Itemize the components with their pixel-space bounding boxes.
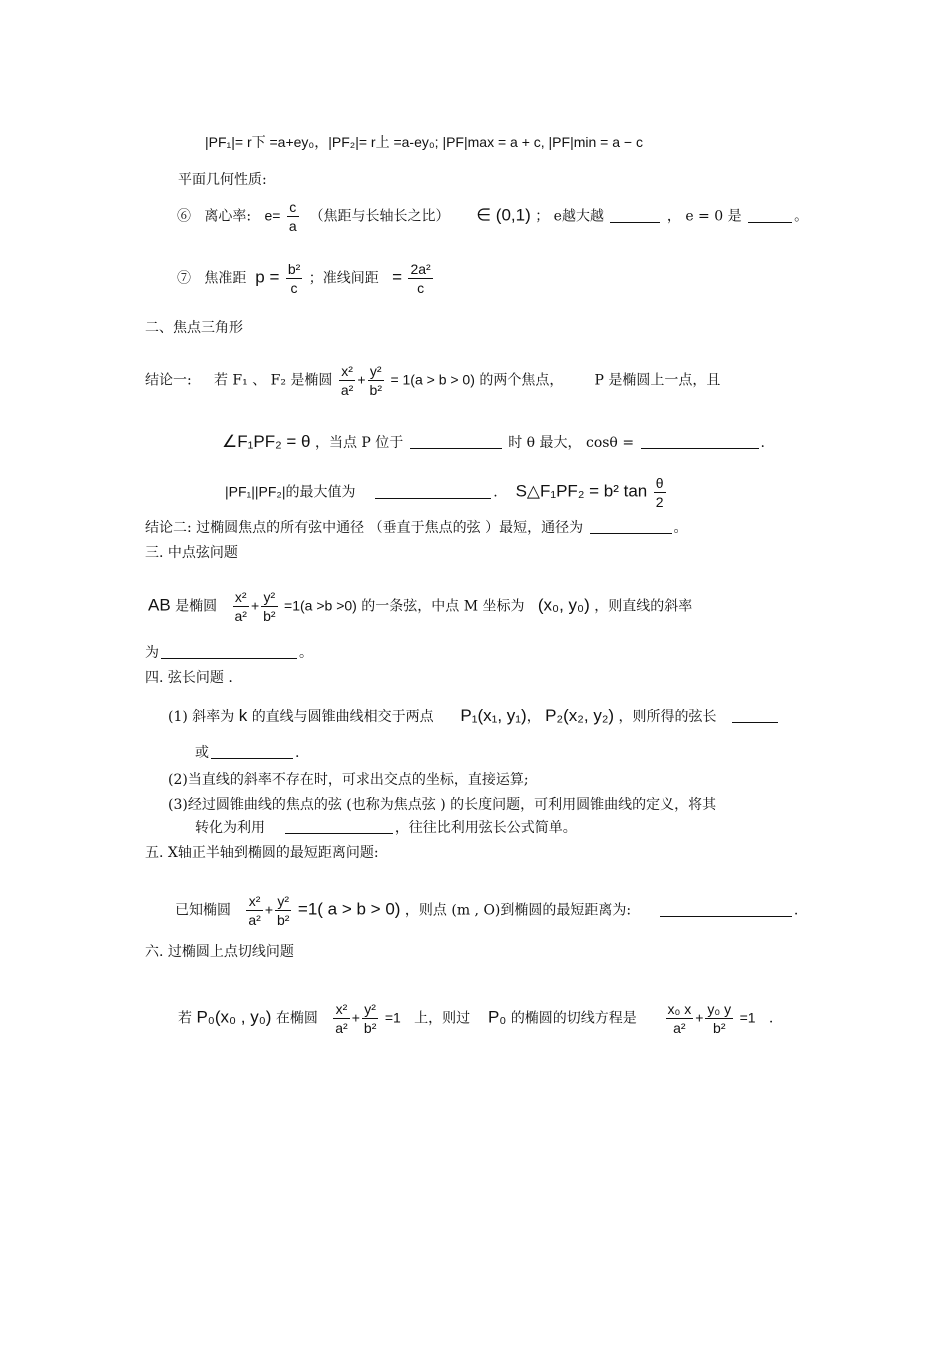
product-text: |PF₁||PF₂|的最大值为: [225, 483, 356, 500]
2a2-over-c-fraction: [408, 260, 432, 297]
chord1-text3: ，则所得的弦长: [618, 709, 717, 725]
blank-line: [285, 819, 393, 834]
midpoint-cont-end: 。: [299, 645, 313, 661]
plus-sign: +: [264, 901, 273, 918]
tangent-text2: 在椭圆: [275, 1010, 318, 1027]
frac-num: y²: [362, 1000, 378, 1019]
chord-length-3-line: (3)经过圆锥曲线的焦点的弦 (也称为焦点弦 ) 的长度问题，可利用圆锥曲线的定义，将其: [168, 797, 717, 813]
frac-num: x²: [233, 588, 249, 607]
comma: ，: [526, 709, 541, 725]
chord-length-3-continuation: [195, 818, 577, 838]
or-text: 或: [195, 745, 209, 761]
frac-den: c: [417, 280, 425, 296]
blank-line: [660, 902, 792, 917]
section-3-title: 三. 中点弦问题: [145, 545, 238, 561]
chord3-cont-end: ，往往比利用弦长公式简单。: [394, 820, 577, 836]
frac-num: b²: [287, 261, 301, 277]
angle-text3: .: [760, 435, 765, 451]
angle-expression: ∠F₁PF₂ = θ: [222, 432, 311, 451]
tangent-line: [178, 1000, 773, 1037]
chord1-text1: (1) 斜率为: [168, 709, 235, 725]
blank-line: [641, 434, 759, 449]
conclusion-1-label: 结论一:: [145, 372, 192, 389]
eccentricity-rest1: ； e越大越: [535, 208, 604, 225]
frac-num: y²: [275, 892, 291, 911]
blank-line: [161, 644, 297, 659]
shortest-end: .: [793, 902, 799, 919]
shortest-text1: 已知椭圆: [175, 902, 231, 919]
frac-num: x²: [333, 1000, 349, 1019]
frac-num: θ: [655, 475, 664, 491]
product-area-line: [225, 474, 668, 511]
marker-6: ⑥: [177, 208, 191, 225]
chord-length-2-line: (2)当直线的斜率不存在时，可求出交点的坐标，直接运算;: [168, 772, 529, 788]
x2-over-a2-fraction: [246, 892, 262, 929]
equals-one: =1: [739, 1009, 756, 1026]
focal-radius-text: |PF₁|= r下 =a+ey₀，|PF₂|= r上 =a-ey₀; |PF|max = a + c, |PF|min = a − c: [205, 134, 643, 150]
conclusion-1-text3: P 是椭圆上一点，且: [594, 372, 721, 389]
plane-geometry-heading: 平面几何性质:: [178, 172, 267, 188]
midpoint-cont-text: 为: [145, 645, 159, 661]
equals-one: =1: [384, 1009, 401, 1026]
frac-den: b²: [713, 1020, 726, 1036]
section-5-title: 五. X轴正半轴到椭圆的最短距离问题:: [145, 845, 379, 861]
midpoint-text1: 是椭圆: [175, 598, 218, 615]
blank-line: [211, 744, 293, 759]
midpoint-coordinates: (x₀, y₀): [537, 595, 590, 615]
eccentricity-line: [177, 198, 808, 235]
frac-den: a: [288, 218, 297, 234]
blank-line: [732, 708, 778, 723]
x0x-over-a2-fraction: [666, 1000, 694, 1037]
ellipse-condition: = 1(a > b > 0): [390, 371, 475, 388]
frac-den: a²: [248, 912, 261, 928]
blank-line: [410, 434, 502, 449]
angle-line: [222, 432, 765, 453]
angle-text2: 时 θ 最大， cosθ =: [508, 435, 635, 451]
conclusion-1-text1: 若 F₁ 、 F₂ 是椭圆: [213, 372, 333, 389]
ellipse-condition: =1( a > b > 0): [297, 899, 401, 919]
midpoint-text2: 的一条弦，中点 M 坐标为: [361, 598, 525, 615]
conclusion-2-text: 结论二: 过椭圆焦点的所有弦中通径 （垂直于焦点的弦 ）最短，通径为: [145, 520, 584, 536]
frac-num: y²: [261, 588, 277, 607]
point-p0: P₀(x₀ , y₀): [196, 1007, 272, 1027]
frac-num: c: [287, 198, 299, 217]
frac-den: a²: [234, 608, 247, 624]
blank-line: [375, 484, 491, 499]
frac-den: b²: [263, 608, 276, 624]
focal-param-label: 焦准距: [204, 270, 247, 287]
section-6-title: 六. 过椭圆上点切线问题: [145, 944, 294, 960]
point-p2: P₂(x₂, y₂): [545, 706, 615, 725]
c-over-a-fraction: [287, 198, 299, 235]
area-formula: S△F₁PF₂ = b² tan: [515, 481, 648, 501]
equals: =: [392, 267, 403, 287]
y2-over-b2-fraction: [261, 588, 277, 625]
midpoint-text3: ，则直线的斜率: [594, 598, 693, 615]
frac-den: b²: [363, 1020, 377, 1036]
frac-den: a²: [335, 1020, 348, 1036]
chord-length-1-line: [168, 706, 780, 727]
blank-line: [610, 208, 660, 223]
plus-sign: +: [695, 1009, 704, 1026]
frac-num: x²: [246, 892, 262, 911]
midpoint-continuation: [145, 643, 313, 663]
conclusion-1-text2: 的两个焦点，: [479, 372, 564, 389]
marker-7: ⑦: [177, 270, 191, 287]
frac-num: 2a²: [410, 261, 431, 277]
chord1-text2: 的直线与圆锥曲线相交于两点: [251, 709, 434, 725]
eccentricity-label: 离心率:: [204, 208, 252, 225]
tangent-text4: 的椭圆的切线方程是: [510, 1010, 637, 1027]
chord-length-or-line: [195, 743, 299, 763]
eccentricity-rest3: 。: [794, 208, 809, 225]
product-end: .: [493, 484, 498, 501]
shortest-text2: ，则点 (m , O)到椭圆的最短距离为:: [404, 902, 632, 919]
eccentricity-range: ∈ (0,1): [476, 205, 531, 225]
x2-over-a2-fraction: [233, 588, 249, 625]
eccentricity-rest2: ， e = 0 是: [666, 208, 742, 225]
section-4-title: 四. 弦长问题 .: [145, 670, 233, 686]
eccentricity-note: （焦距与长轴长之比）: [309, 208, 450, 225]
focal-radius-line: [205, 132, 643, 152]
y0y-over-b2-fraction: [705, 1000, 733, 1037]
e-equals: e=: [264, 207, 281, 224]
x2-over-a2-fraction: [333, 1000, 349, 1037]
conclusion-1-line: [145, 362, 720, 399]
shortest-distance-line: [175, 892, 798, 929]
focal-parameter-line: [177, 260, 435, 297]
frac-den: c: [290, 280, 298, 296]
slope-k: k: [238, 706, 248, 725]
ellipse-condition: =1(a >b >0): [284, 597, 357, 614]
point-p1: P₁(x₁, y₁): [460, 706, 527, 725]
frac-den: 2: [655, 494, 664, 510]
frac-den: b²: [277, 912, 290, 928]
tangent-text1: 若: [178, 1010, 192, 1027]
directrix-distance-label: ；准线间距: [308, 270, 379, 287]
plus-sign: +: [351, 1009, 360, 1026]
tangent-end: .: [768, 1010, 774, 1027]
or-end: .: [295, 745, 300, 761]
y2-over-b2-fraction: [362, 1000, 378, 1037]
x2-over-a2-fraction: [339, 362, 355, 399]
frac-num: y²: [368, 362, 384, 381]
y2-over-b2-fraction: [368, 362, 384, 399]
frac-num: x₀ x: [667, 1001, 692, 1017]
tangent-text3: 上，则过: [414, 1010, 471, 1027]
section-2-title: 二、焦点三角形: [145, 320, 243, 336]
point-p0-ref: P₀: [487, 1007, 507, 1027]
angle-text1: ，当点 P 位于: [314, 435, 404, 451]
frac-den: a²: [340, 382, 354, 398]
theta-over-2-fraction: [654, 474, 666, 511]
frac-num: x²: [339, 362, 355, 381]
ab-label: AB: [148, 595, 171, 615]
blank-line: [748, 208, 792, 223]
midpoint-chord-line: [148, 588, 692, 625]
conclusion-2-line: [145, 518, 688, 538]
p-equals: p =: [255, 267, 280, 287]
chord3-cont-text: 转化为利用: [195, 820, 265, 836]
frac-den: b²: [369, 382, 382, 398]
plus-sign: +: [357, 371, 366, 388]
blank-line: [590, 519, 672, 534]
plus-sign: +: [250, 597, 260, 614]
y2-over-b2-fraction: [275, 892, 291, 929]
frac-num: y₀ y: [707, 1001, 732, 1017]
b2-over-c-fraction: [286, 260, 302, 297]
conclusion-2-end: 。: [673, 520, 688, 536]
frac-den: a²: [673, 1020, 686, 1036]
